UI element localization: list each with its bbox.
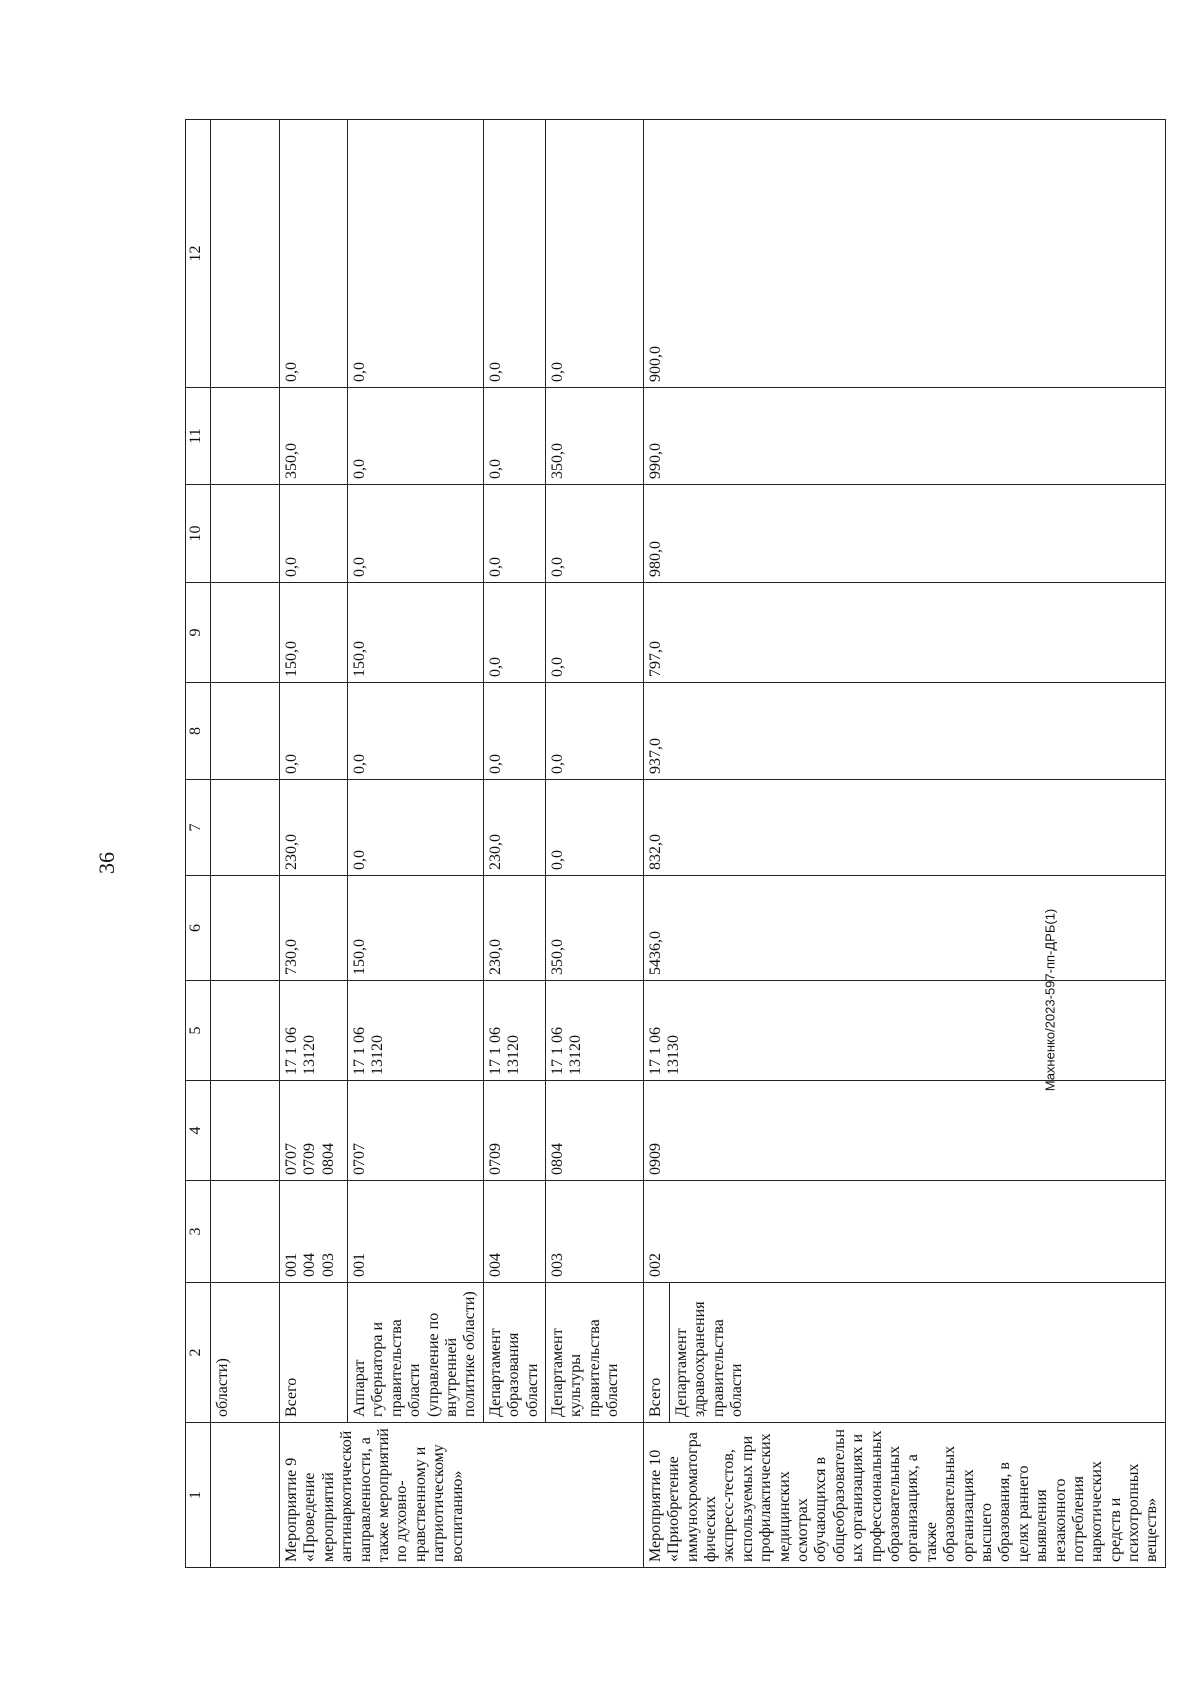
column-header-row: [186, 120, 211, 1568]
amount-cell: 0,0: [348, 683, 484, 780]
amount-cell: 0,0: [545, 780, 643, 876]
table-cell: [211, 120, 280, 388]
continuation-row: [211, 120, 280, 1568]
grbs-cell: 004: [483, 1181, 545, 1283]
column-header: 1: [186, 1423, 211, 1568]
column-header: 3: [186, 1181, 211, 1283]
table-row: [545, 120, 643, 1568]
amount-cell: 230,0: [483, 876, 545, 981]
column-header: 8: [186, 683, 211, 780]
grbs-cell: 001: [348, 1181, 484, 1283]
table-cell: [211, 981, 280, 1081]
section-code-cell: 0804: [545, 1081, 643, 1181]
amount-cell: 900,0: [643, 120, 1165, 388]
target-article-cell: 17 1 06 13120: [280, 981, 348, 1081]
amount-cell: 980,0: [643, 485, 1165, 583]
table-cell: [211, 485, 280, 583]
target-article-cell: 17 1 06 13130: [643, 981, 1165, 1081]
target-article-cell: 17 1 06 13120: [545, 981, 643, 1081]
table-cell: [211, 683, 280, 780]
target-article-cell: 17 1 06 13120: [348, 981, 484, 1081]
column-header: 7: [186, 780, 211, 876]
executor-cell: Департамент здравоохранения правительства области: [669, 1283, 1165, 1423]
section-code-cell: 0709: [483, 1081, 545, 1181]
table-cell: области): [211, 1283, 280, 1423]
page-number: 36: [94, 852, 119, 874]
amount-cell: 0,0: [483, 120, 545, 388]
amount-cell: 0,0: [483, 485, 545, 583]
amount-cell: 230,0: [483, 780, 545, 876]
amount-cell: 350,0: [280, 388, 348, 485]
amount-cell: 0,0: [545, 583, 643, 683]
section-code-cell: 0707 0709 0804: [280, 1081, 348, 1181]
executor-cell: Всего: [643, 1283, 669, 1423]
grbs-cell: 001 004 003: [280, 1181, 348, 1283]
amount-cell: 0,0: [280, 485, 348, 583]
amount-cell: 150,0: [348, 583, 484, 683]
amount-cell: 0,0: [545, 683, 643, 780]
table-cell: [211, 1081, 280, 1181]
target-article-cell: 17 1 06 13120: [483, 981, 545, 1081]
amount-cell: 730,0: [280, 876, 348, 981]
amount-cell: 0,0: [483, 583, 545, 683]
table-cell: [211, 876, 280, 981]
executor-cell: Департамент культуры правительства области: [545, 1283, 643, 1423]
grbs-cell: 003: [545, 1181, 643, 1283]
grbs-cell: 002: [643, 1181, 1165, 1283]
column-header: 2: [186, 1283, 211, 1423]
measure-title: Мероприятие 9 «Проведение мероприятий антинаркотической направленности, а также мероприятий по духовно-нравственному и патриотическому воспитанию»: [280, 1423, 644, 1568]
column-header: 4: [186, 1081, 211, 1181]
budget-table-container: [185, 120, 1161, 1568]
column-header: 12: [186, 120, 211, 388]
table-cell: [211, 780, 280, 876]
executor-cell: Всего: [280, 1283, 348, 1423]
table-row: [483, 120, 545, 1568]
amount-cell: 797,0: [643, 583, 1165, 683]
table-row: [643, 120, 669, 1568]
table-row: [280, 120, 348, 1568]
amount-cell: 990,0: [643, 388, 1165, 485]
amount-cell: 0,0: [348, 120, 484, 388]
amount-cell: 150,0: [280, 583, 348, 683]
column-header: 9: [186, 583, 211, 683]
table-cell: [211, 583, 280, 683]
amount-cell: 0,0: [348, 780, 484, 876]
column-header: 6: [186, 876, 211, 981]
amount-cell: 230,0: [280, 780, 348, 876]
amount-cell: 0,0: [545, 485, 643, 583]
amount-cell: 350,0: [545, 876, 643, 981]
section-code-cell: 0909: [643, 1081, 1165, 1181]
executor-cell: Аппарат губернатора и правительства области (управление по внутренней политике области): [348, 1283, 484, 1423]
amount-cell: 0,0: [280, 120, 348, 388]
amount-cell: 0,0: [348, 485, 484, 583]
section-code-cell: 0707: [348, 1081, 484, 1181]
amount-cell: 350,0: [545, 388, 643, 485]
column-header: 11: [186, 388, 211, 485]
amount-cell: 0,0: [483, 683, 545, 780]
budget-table: [185, 119, 1166, 1568]
table-cell: [211, 1423, 280, 1568]
table-cell: [211, 388, 280, 485]
amount-cell: 0,0: [280, 683, 348, 780]
amount-cell: 0,0: [483, 388, 545, 485]
table-cell: [211, 1181, 280, 1283]
amount-cell: 150,0: [348, 876, 484, 981]
document-code-footer: Махненко/2023-597-пп-ДРБ(1): [1042, 908, 1058, 1092]
amount-cell: 0,0: [348, 388, 484, 485]
column-header: 5: [186, 981, 211, 1081]
executor-cell: Департамент образования области: [483, 1283, 545, 1423]
column-header: 10: [186, 485, 211, 583]
amount-cell: 937,0: [643, 683, 1165, 780]
amount-cell: 832,0: [643, 780, 1165, 876]
measure-title: Мероприятие 10 «Приобретение иммунохроматографических экспресс-тестов, используемых при профилактических медицинских осмотрах обучающихся в общеобразовательных организациях и профессиональных образовательных организациях, а также образовательных организациях высшего образования, в целях раннего выявления незаконного потребления наркотических средств и психотропных веществ»: [643, 1423, 1165, 1568]
amount-cell: 0,0: [545, 120, 643, 388]
table-row: [348, 120, 484, 1568]
amount-cell: 5436,0: [643, 876, 1165, 981]
